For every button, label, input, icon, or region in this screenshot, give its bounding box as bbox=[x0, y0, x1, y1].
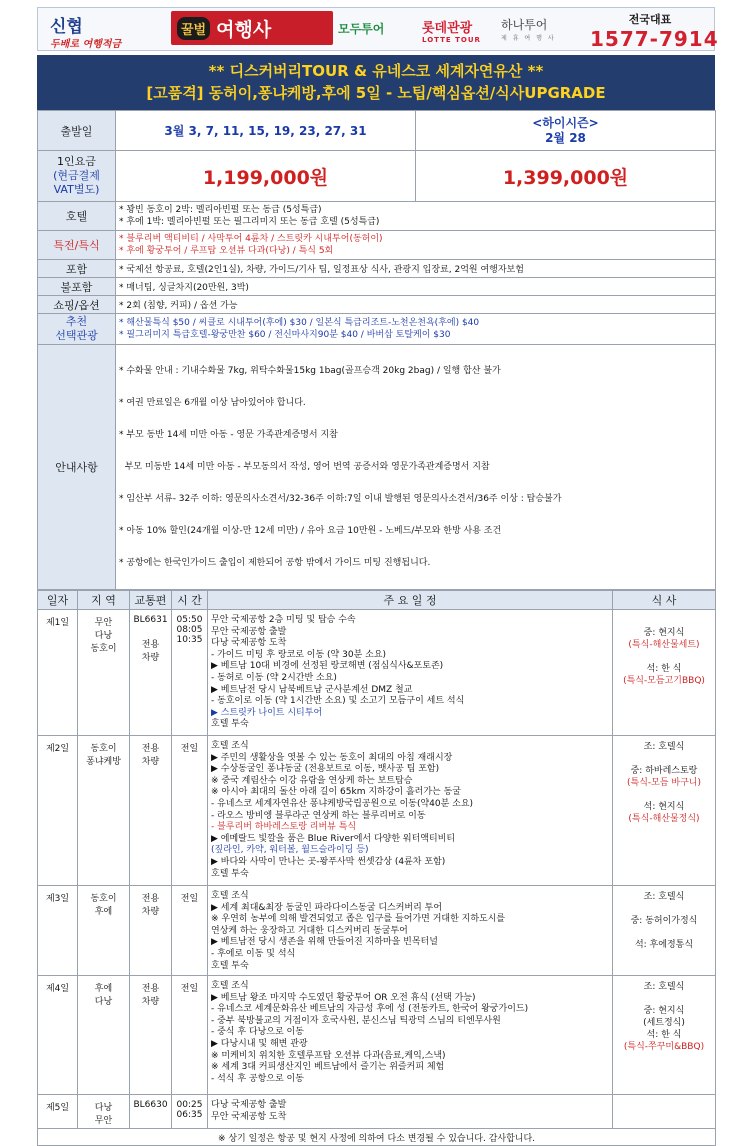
shinhyup-logo bbox=[50, 12, 121, 50]
hana-sub: 제 휴 여 행 사 bbox=[501, 35, 556, 42]
meal-line: (특식-쭈꾸미&BBQ) bbox=[623, 1042, 705, 1052]
region-name: 후에 bbox=[94, 907, 113, 917]
hotel-row bbox=[38, 202, 716, 231]
ggul-name: 여행사 bbox=[216, 18, 272, 41]
itinerary-day-row bbox=[38, 886, 716, 976]
shinhyup-slogan: 두배로 여행적금 bbox=[50, 39, 122, 50]
col-header-time: 시 간 bbox=[172, 591, 208, 610]
recommend-label-line: 추천 bbox=[65, 315, 88, 328]
region-name: 동호이 bbox=[90, 894, 117, 904]
schedule-line: 호텔 조식 bbox=[211, 891, 249, 901]
title-banner bbox=[37, 55, 715, 110]
col-header-meals: 식 사 bbox=[613, 591, 716, 610]
include-info: * 국제선 항공료, 호텔(2인1실), 차량, 가이드/기사 팁, 일정표상 식사, 관광지 입장료, 2억원 여행자보험 bbox=[116, 260, 716, 278]
day-time bbox=[172, 610, 208, 736]
high-season-label: <하이시즌> bbox=[532, 115, 599, 130]
schedule-line: - 석식 후 공항으로 이동 bbox=[211, 1073, 304, 1084]
itinerary-footnote: ※ 상기 일정은 항공 및 현지 사정에 의하여 다소 변경될 수 있습니다. 감사합니다. bbox=[38, 1129, 716, 1146]
itinerary-day-row bbox=[38, 1095, 716, 1129]
region-name: 무안 bbox=[94, 1116, 113, 1126]
fee-label-line: 1인요금 bbox=[57, 155, 96, 168]
notice-line: 부모 미동반 14세 미만 아동 - 부모동의서 작성, 영어 번역 공증서와 영문가족관계증명서 지참 bbox=[119, 462, 490, 472]
schedule-line: ▶ 다낭시내 및 해변 관광 bbox=[211, 1038, 308, 1049]
transport-item: 차량 bbox=[141, 653, 160, 663]
schedule-line: 무안 국제공항 2층 미팅 및 탑승 수속 bbox=[211, 615, 356, 625]
day-region bbox=[78, 736, 130, 886]
meal-line: 석: 현지식 bbox=[643, 802, 685, 812]
schedule-line: ※ 세계 3대 커피생산지인 베트남에서 즐기는 위즐커피 체험 bbox=[211, 1062, 445, 1073]
col-header-region: 지 역 bbox=[78, 591, 130, 610]
tour-info-table bbox=[37, 110, 716, 590]
modutour-logo: 모두투어 bbox=[338, 22, 385, 36]
meal-line: 조: 호텔식 bbox=[643, 742, 685, 752]
schedule-line: 다낭 국제공항 도착 bbox=[211, 638, 287, 649]
schedule-line: - 후에로 이동 및 석식 bbox=[211, 948, 296, 959]
day-schedule bbox=[208, 736, 613, 886]
transport-item: 차량 bbox=[141, 997, 160, 1007]
meal-line: (특식-해산물세트) bbox=[628, 640, 700, 650]
schedule-line: - 동허로 이동 (약 2시간반 소요) bbox=[211, 672, 337, 683]
schedule-line: 호텔 투숙 bbox=[211, 960, 249, 971]
include-row bbox=[38, 260, 716, 278]
col-header-schedule: 주 요 일 정 bbox=[208, 591, 613, 610]
schedule-line: - 동호이로 이동 (약 1시간반 소요) 및 소고기 모듬구이 세트 석식 bbox=[211, 696, 465, 707]
itinerary-table bbox=[37, 590, 716, 1146]
day-schedule bbox=[208, 976, 613, 1095]
notice-info bbox=[116, 345, 716, 590]
day-region bbox=[78, 886, 130, 976]
rep-label: 전국대표 bbox=[628, 13, 672, 26]
schedule-line: ※ 중국 계림산수 이강 유람을 연상케 하는 보트탑승 bbox=[211, 775, 413, 786]
notice-row bbox=[38, 345, 716, 590]
notice-line: * 아동 10% 할인(24개월 이상-만 12세 미만) / 유아 요금 10만원 - 노베드/부모와 한방 사용 조건 bbox=[119, 526, 502, 536]
meal-line bbox=[616, 615, 712, 627]
meal-line: (특식-해산물정식) bbox=[628, 814, 700, 824]
transport-item: 전용 bbox=[141, 894, 160, 904]
transport-item bbox=[133, 625, 168, 637]
region-name: 다낭 bbox=[94, 997, 113, 1007]
day-region bbox=[78, 1095, 130, 1129]
hana-name: 하나투어 bbox=[501, 18, 548, 32]
rep-phone-number: 1577-7914 bbox=[590, 27, 719, 51]
meal-line: 석: 한 식 bbox=[646, 664, 682, 674]
schedule-line: - 블루리버 하바레스토랑 리버뷰 특식 bbox=[211, 822, 357, 833]
lotte-name: 롯데관광 bbox=[422, 21, 473, 36]
hotel-line: * 꽝빈 동호이 2박: 멜리아빈펄 또는 동급 (5성특급) bbox=[119, 205, 322, 215]
day-region bbox=[78, 976, 130, 1095]
notice-line: * 임산부 서류- 32주 이하: 영문의사소견서/32-36주 이하:7일 이내 발행된 영문의사소견서/36주 이상 : 탑승불가 bbox=[119, 494, 562, 504]
transport-item: 전용 bbox=[141, 744, 160, 754]
meal-line: 석: 후에정통식 bbox=[634, 940, 694, 950]
notice-line: * 부모 동반 14세 미만 아동 - 영문 가족관계증명서 지참 bbox=[119, 430, 338, 440]
include-label: 포함 bbox=[38, 260, 116, 278]
day-number: 제3일 bbox=[38, 886, 78, 976]
time-item: 전일 bbox=[180, 894, 199, 904]
time-item: 05:50 bbox=[176, 615, 203, 625]
day-meals bbox=[613, 886, 716, 976]
schedule-line: 무안 국제공항 도착 bbox=[211, 1111, 287, 1122]
notice-line: * 수화물 안내 : 기내수화물 7kg, 위탁수화물15kg 1bag(골프승객 20kg 2bag) / 일행 합산 불가 bbox=[119, 366, 501, 376]
meal-line: 석: 한 식 bbox=[646, 1030, 682, 1040]
day-time bbox=[172, 1095, 208, 1129]
exclude-info: * 매너팁, 싱글차지(20만원, 3박) bbox=[116, 278, 716, 296]
brochure bbox=[37, 7, 719, 1146]
schedule-line: 무안 국제공항 출발 bbox=[211, 626, 287, 637]
meal-line bbox=[616, 927, 712, 939]
meal-line: 중: 현지식 bbox=[643, 1006, 685, 1016]
departure-row bbox=[38, 111, 716, 151]
price-row bbox=[38, 151, 716, 202]
departure-dates: 3월 3, 7, 11, 15, 19, 23, 27, 31 bbox=[116, 111, 416, 151]
meal-line bbox=[616, 651, 712, 663]
schedule-line: ▶ 베트남 10대 비경에 선정된 랑코해변 (점심식사&포토존) bbox=[211, 661, 444, 672]
meal-line: 중: 현지식 bbox=[643, 628, 685, 638]
recommend-label-line: 선택관광 bbox=[55, 329, 98, 342]
schedule-line: ▶ 에메랄드 빛깔을 품은 Blue River에서 다양한 워터액티비티 bbox=[211, 833, 456, 844]
recommend-row bbox=[38, 314, 716, 345]
day-number: 제1일 bbox=[38, 610, 78, 736]
shopping-row bbox=[38, 296, 716, 314]
schedule-line: ▶ 바다와 사막이 만나는 곳-퐝푸사막 썬셋감상 (4륜차 포함) bbox=[211, 856, 446, 867]
day-number: 제5일 bbox=[38, 1095, 78, 1129]
region-name: 다낭 bbox=[94, 631, 113, 641]
day-transport bbox=[130, 886, 172, 976]
lotte-sub: LOTTE TOUR bbox=[422, 36, 481, 44]
day-schedule bbox=[208, 610, 613, 736]
transport-item: BL6631 bbox=[133, 615, 168, 625]
day-transport bbox=[130, 1095, 172, 1129]
time-item: 전일 bbox=[180, 984, 199, 994]
day-transport bbox=[130, 610, 172, 736]
transport-item: 전용 bbox=[141, 984, 160, 994]
schedule-line: ▶ 스트릿카 나이트 시티투어 bbox=[211, 707, 323, 718]
transport-item: BL6630 bbox=[133, 1100, 168, 1110]
day-meals bbox=[613, 736, 716, 886]
meal-line: 조: 호텔식 bbox=[643, 982, 685, 992]
partner-logo-bar bbox=[37, 7, 719, 51]
day-number: 제4일 bbox=[38, 976, 78, 1095]
region-name: 동호이 bbox=[90, 644, 117, 654]
price-high-season: 1,399,000원 bbox=[416, 151, 716, 202]
meal-line: 중: 동허이가정식 bbox=[630, 916, 698, 926]
notice-label: 안내사항 bbox=[38, 345, 116, 590]
schedule-line: - 라오스 방비엥 블루라군 연상케 하는 블루리버로 이동 bbox=[211, 810, 426, 821]
meal-line: (특식-모듬고기BBQ) bbox=[623, 676, 705, 686]
departure-label: 출발일 bbox=[38, 111, 116, 151]
shinhyup-name: 신협 bbox=[50, 17, 83, 37]
fee-label-line: VAT별도) bbox=[53, 183, 100, 196]
shopping-info: * 2회 (침향, 커피) / 옵션 가능 bbox=[116, 296, 716, 314]
banner-subtitle: [고품격] 동허이,퐁냐케방,후에 5일 - 노팁/핵심옵션/식사UPGRADE bbox=[146, 84, 606, 102]
time-item: 00:25 bbox=[176, 1100, 203, 1110]
schedule-line: ▶ 주민의 생활상을 엿볼 수 있는 동호이 최대의 아침 재래시장 bbox=[211, 752, 453, 763]
itinerary-footer-row bbox=[38, 1129, 716, 1146]
meal-line: (특식-모듬 바구니) bbox=[627, 778, 701, 788]
price-regular: 1,199,000원 bbox=[116, 151, 416, 202]
schedule-line: 호텔 조식 bbox=[211, 741, 249, 751]
schedule-line: ※ 우연히 농부에 의해 발견되었고 좁은 입구를 들어가면 거대한 지하도시를 bbox=[211, 914, 506, 925]
meal-line: (세트정식) bbox=[643, 1018, 685, 1028]
region-name: 후에 bbox=[94, 984, 113, 994]
ggul-badge: 꿀벌 bbox=[177, 17, 210, 40]
hotel-label: 호텔 bbox=[38, 202, 116, 231]
schedule-line: - 유네스코 세계문화유산 베트남의 자금성 후에 성 (전동카트, 한국어 왕궁가이드) bbox=[211, 1004, 529, 1015]
high-season-date: 2월 28 bbox=[545, 130, 586, 145]
lottetour-logo bbox=[422, 17, 481, 44]
schedule-line: ▶ 베트남전 당시 생존을 위해 만들어진 지하마을 빈목터널 bbox=[211, 937, 438, 948]
schedule-line: ▶ 세계 최대&최장 동굴인 파라다이스동굴 디스커버리 투어 bbox=[211, 902, 443, 913]
high-season bbox=[416, 111, 716, 151]
notice-line: * 여권 만료일은 6개월 이상 남아있어야 합니다. bbox=[119, 398, 306, 408]
schedule-line: - 중부 북방불교의 거점이자 호국사원, 분신스님 틱광덕 스님의 티엔무사원 bbox=[211, 1015, 501, 1026]
schedule-line: - 가이드 미팅 후 랑코로 이동 (약 30분 소요) bbox=[211, 649, 387, 660]
schedule-line: 호텔 투숙 bbox=[211, 868, 249, 879]
meal-line bbox=[616, 993, 712, 1005]
shopping-label: 쇼핑/옵션 bbox=[38, 296, 116, 314]
col-header-day: 일자 bbox=[38, 591, 78, 610]
day-transport bbox=[130, 736, 172, 886]
special-row bbox=[38, 231, 716, 260]
col-header-transport: 교통편 bbox=[130, 591, 172, 610]
recommend-label bbox=[38, 314, 116, 345]
region-name: 다낭 bbox=[94, 1103, 113, 1113]
itinerary-day-row bbox=[38, 976, 716, 1095]
meal-line bbox=[616, 753, 712, 765]
day-time bbox=[172, 886, 208, 976]
schedule-line: ※ 미케비치 위치한 호텔루프탑 오션뷰 다과(음료,케익,스낵) bbox=[211, 1050, 446, 1061]
time-item: 06:35 bbox=[176, 1110, 203, 1120]
fee-label bbox=[38, 151, 116, 202]
special-info bbox=[116, 231, 716, 260]
schedule-line: - 유네스코 세계자연유산 퐁냐케방국립공원으로 이동(약40분 소요) bbox=[211, 798, 474, 809]
exclude-row bbox=[38, 278, 716, 296]
day-region bbox=[78, 610, 130, 736]
transport-item: 차량 bbox=[141, 907, 160, 917]
time-item: 10:35 bbox=[176, 635, 203, 645]
exclude-label: 불포함 bbox=[38, 278, 116, 296]
itinerary-day-row bbox=[38, 736, 716, 886]
recommend-line: * 해산물특식 $50 / 씨클로 시내투어(후에) $30 / 일본식 특급리조트-노천온천욕(후에) $40 bbox=[119, 318, 480, 328]
representative-phone bbox=[590, 11, 719, 51]
day-transport bbox=[130, 976, 172, 1095]
banner-title: ** 디스커버리TOUR & 유네스코 세계자연유산 ** bbox=[208, 62, 544, 80]
transport-item: 전용 bbox=[141, 640, 160, 650]
notice-line: * 공항에는 한국인가이드 출입이 제한되어 공항 밖에서 가이드 미팅 진행됩니다. bbox=[119, 558, 431, 568]
day-number: 제2일 bbox=[38, 736, 78, 886]
hotel-info bbox=[116, 202, 716, 231]
hotel-line: * 후에 1박: 멜리아빈펄 또는 필그리미지 또는 동급 호텔 (5성특급) bbox=[119, 217, 380, 227]
day-time bbox=[172, 976, 208, 1095]
schedule-line: 다낭 국제공항 출발 bbox=[211, 1100, 287, 1110]
transport-item: 차량 bbox=[141, 757, 160, 767]
meal-line: 중: 하바레스토랑 bbox=[630, 766, 698, 776]
fee-label-line: (현금결제 bbox=[53, 169, 100, 182]
schedule-line: 호텔 조식 bbox=[211, 981, 249, 991]
day-meals bbox=[613, 610, 716, 736]
schedule-line: ▶ 수상동굴인 퐁냐동굴 (전용보트로 이동, 뱃사공 팁 포함) bbox=[211, 764, 440, 775]
itinerary-day-row bbox=[38, 610, 716, 736]
day-schedule bbox=[208, 1095, 613, 1129]
region-name: 퐁냐케방 bbox=[86, 757, 121, 767]
ggul-travel-logo bbox=[171, 11, 333, 45]
region-name: 무안 bbox=[94, 618, 113, 628]
meal-line bbox=[616, 789, 712, 801]
meal-line: 조: 호텔식 bbox=[643, 892, 685, 902]
time-item: 전일 bbox=[180, 744, 199, 754]
schedule-line: 연상케 하는 웅장하고 거대한 디스커버리 동굴투어 bbox=[211, 925, 408, 936]
hanatour-logo bbox=[501, 16, 556, 42]
schedule-line: ▶ 베트남전 당시 남북베트남 군사분계선 DMZ 철교 bbox=[211, 684, 413, 695]
day-meals bbox=[613, 976, 716, 1095]
day-schedule bbox=[208, 886, 613, 976]
meal-line bbox=[616, 903, 712, 915]
recommend-line: * 필그리미지 특급호텔-왕궁만찬 $60 / 전신마사지90분 $40 / 바버삽 토탈케이 $30 bbox=[119, 330, 451, 340]
special-line: * 블루리버 액티비티 / 사막투어 4륜차 / 스트릿카 시내투어(동허이) bbox=[119, 234, 383, 244]
day-time bbox=[172, 736, 208, 886]
time-item: 08:05 bbox=[176, 625, 203, 635]
special-label: 특전/특식 bbox=[38, 231, 116, 260]
schedule-line: 호텔 투숙 bbox=[211, 719, 249, 730]
recommend-info bbox=[116, 314, 716, 345]
region-name: 동호이 bbox=[90, 744, 117, 754]
schedule-line: - 중식 후 다낭으로 이동 bbox=[211, 1027, 304, 1038]
itinerary-header bbox=[38, 591, 716, 610]
special-line: * 후에 황궁투어 / 루프탑 오션뷰 다과(다낭) / 특식 5회 bbox=[119, 246, 334, 256]
schedule-line: ▶ 베트남 왕조 마지막 수도였던 황궁투어 OR 오전 휴식 (선택 가능) bbox=[211, 992, 476, 1003]
schedule-line: (짚라인, 카약, 워터볼, 월드슬라이딩 등) bbox=[211, 845, 369, 856]
schedule-line: ※ 아시아 최대의 돌산 아래 길이 65km 지하강이 흘러가는 동굴 bbox=[211, 787, 461, 798]
day-meals bbox=[613, 1095, 716, 1129]
